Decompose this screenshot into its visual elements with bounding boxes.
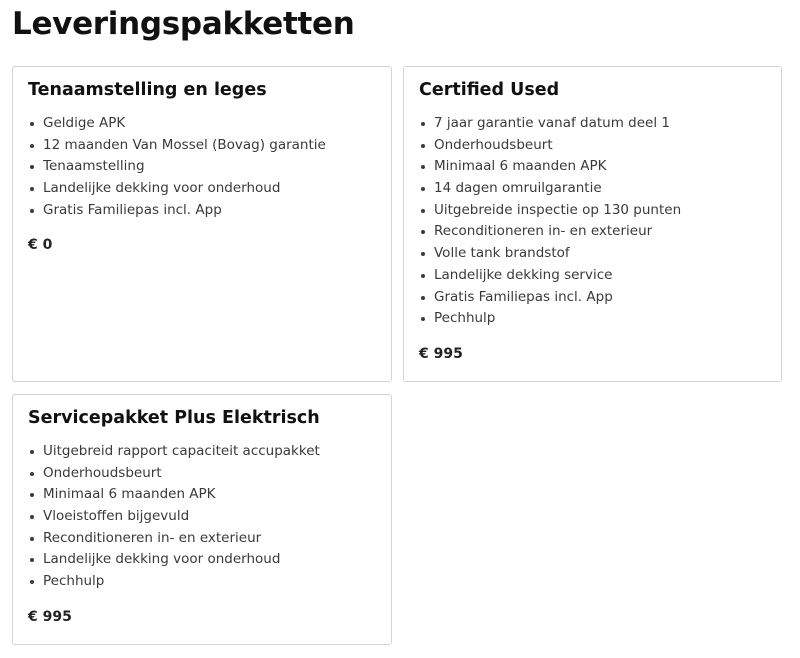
package-feature-list: [419, 113, 681, 330]
package-feature: 12 maanden Van Mossel (Bovag) garantie: [28, 135, 326, 157]
package-feature: 14 dagen omruilgarantie: [419, 178, 681, 200]
package-price: € 0: [28, 237, 53, 253]
package-feature: Landelijke dekking service: [419, 265, 681, 287]
package-card-tenaamstelling: [12, 66, 392, 382]
page-title: Leveringspakketten: [12, 6, 355, 42]
package-feature: Gratis Familiepas incl. App: [28, 200, 326, 222]
package-feature: Pechhulp: [28, 571, 320, 593]
package-title: Tenaamstelling en leges: [28, 80, 267, 100]
package-feature: Onderhoudsbeurt: [419, 135, 681, 157]
package-feature: Geldige APK: [28, 113, 326, 135]
package-feature: Volle tank brandstof: [419, 243, 681, 265]
package-feature: Reconditioneren in- en exterieur: [28, 528, 320, 550]
package-feature: Vloeistoffen bijgevuld: [28, 506, 320, 528]
package-feature: Uitgebreid rapport capaciteit accupakket: [28, 441, 320, 463]
package-price: € 995: [419, 346, 463, 362]
package-feature: Minimaal 6 maanden APK: [28, 484, 320, 506]
package-feature: 7 jaar garantie vanaf datum deel 1: [419, 113, 681, 135]
package-title: Servicepakket Plus Elektrisch: [28, 408, 320, 428]
package-feature: Landelijke dekking voor onderhoud: [28, 549, 320, 571]
package-card-certified-used: [403, 66, 782, 382]
package-feature: Reconditioneren in- en exterieur: [419, 221, 681, 243]
package-title: Certified Used: [419, 80, 560, 100]
package-feature: Gratis Familiepas incl. App: [419, 287, 681, 309]
package-price: € 995: [28, 609, 72, 625]
package-feature: Pechhulp: [419, 308, 681, 330]
package-card-servicepakket-plus-elektrisch: [12, 394, 392, 645]
package-feature: Tenaamstelling: [28, 156, 326, 178]
package-feature: Landelijke dekking voor onderhoud: [28, 178, 326, 200]
package-feature: Uitgebreide inspectie op 130 punten: [419, 200, 681, 222]
package-feature-list: [28, 441, 320, 593]
package-feature-list: [28, 113, 326, 221]
package-feature: Onderhoudsbeurt: [28, 463, 320, 485]
package-feature: Minimaal 6 maanden APK: [419, 156, 681, 178]
